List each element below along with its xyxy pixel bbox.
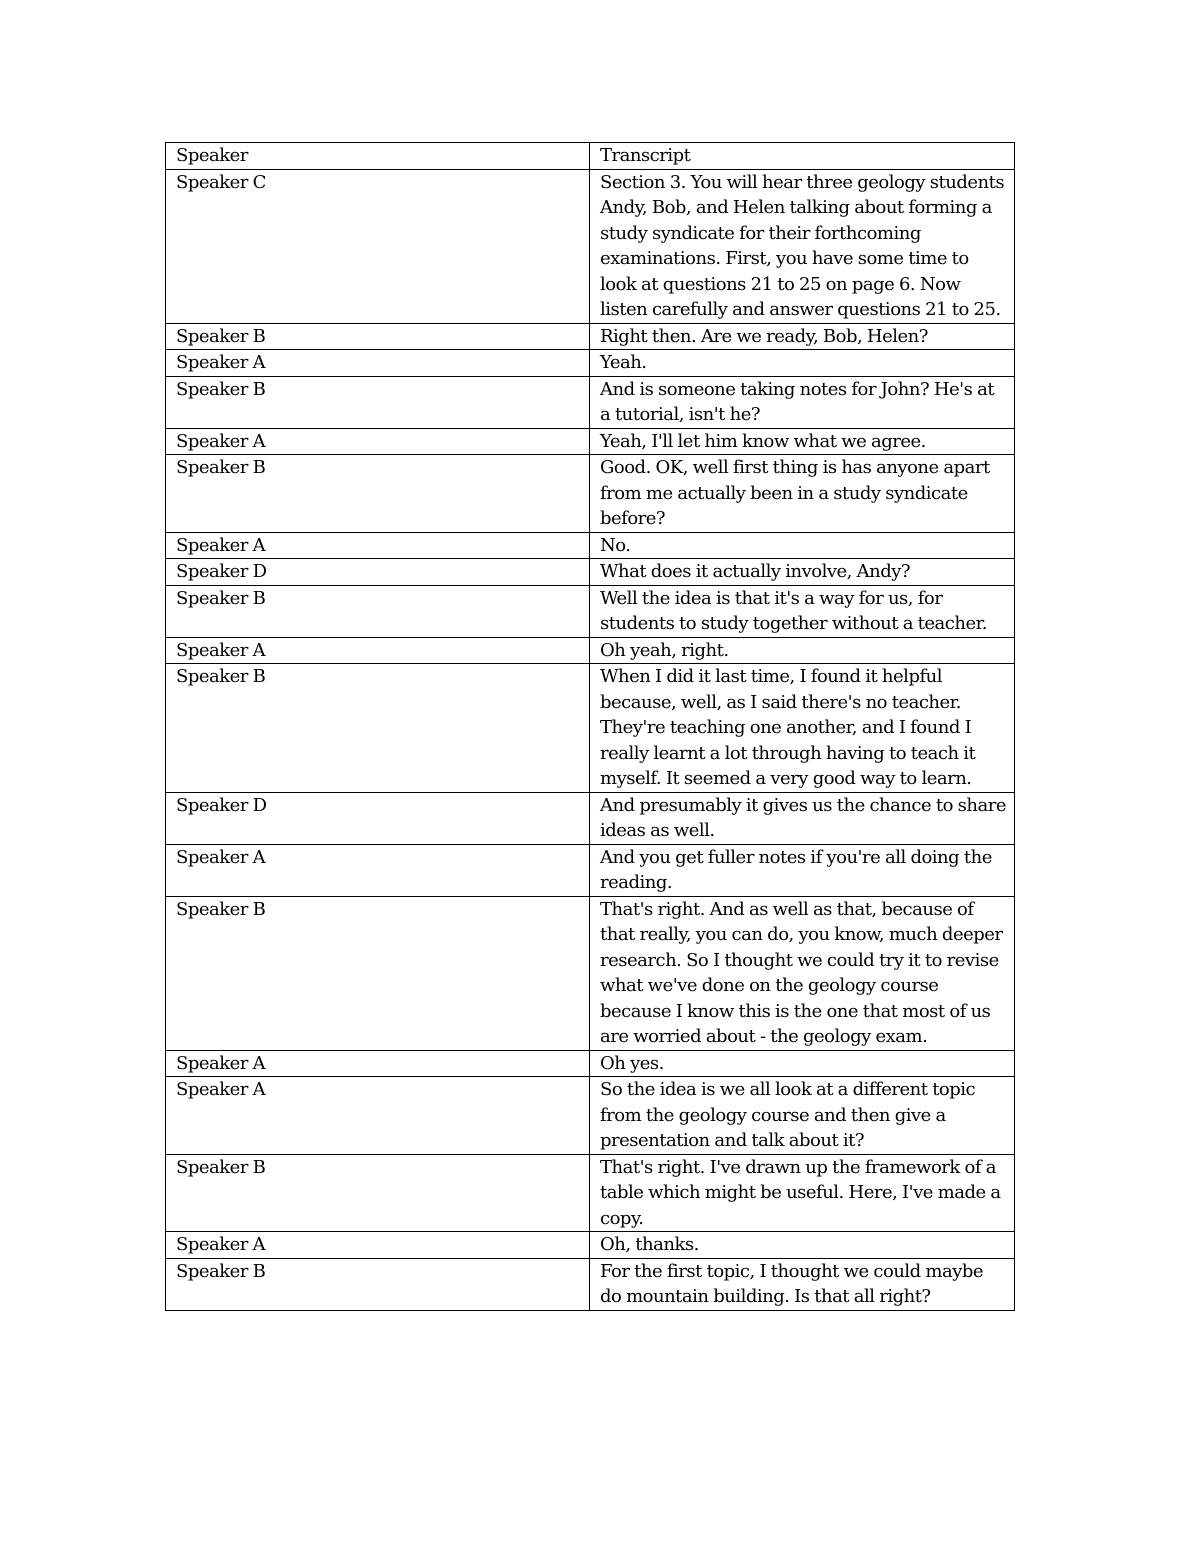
transcript-cell: And presumably it gives us the chance to share ideas as well. <box>590 792 1015 844</box>
table-row <box>166 428 1015 455</box>
table-row <box>166 1258 1015 1310</box>
table-row <box>166 1154 1015 1232</box>
speaker-cell: Speaker B <box>166 376 590 428</box>
table-row <box>166 376 1015 428</box>
speaker-cell: Speaker C <box>166 169 590 323</box>
transcript-cell: Yeah, I'll let him know what we agree. <box>590 428 1015 455</box>
transcript-cell: What does it actually involve, Andy? <box>590 559 1015 586</box>
transcript-table <box>165 142 1015 1311</box>
table-row <box>166 637 1015 664</box>
transcript-cell: When I did it last time, I found it helpful because, well, as I said there's no teacher. They're teaching one another, and I found I really learnt a lot through having to teach it myself. It seemed a very good way to learn. <box>590 664 1015 793</box>
table-row <box>166 792 1015 844</box>
transcript-cell: Section 3. You will hear three geology students Andy, Bob, and Helen talking about forming a study syndicate for their forthcoming examinations. First, you have some time to look at questions 21 to 25 on page 6. Now listen carefully and answer questions 21 to 25. <box>590 169 1015 323</box>
speaker-cell: Speaker A <box>166 1232 590 1259</box>
table-row <box>166 585 1015 637</box>
transcript-cell: Yeah. <box>590 350 1015 377</box>
table-row <box>166 350 1015 377</box>
table-row <box>166 844 1015 896</box>
speaker-cell: Speaker B <box>166 455 590 533</box>
speaker-cell: Speaker A <box>166 637 590 664</box>
speaker-cell: Speaker A <box>166 350 590 377</box>
transcript-cell: So the idea is we all look at a different topic from the geology course and then give a presentation and talk about it? <box>590 1077 1015 1155</box>
transcript-cell: Oh yes. <box>590 1050 1015 1077</box>
transcript-cell: Good. OK, well first thing is has anyone apart from me actually been in a study syndicate before? <box>590 455 1015 533</box>
speaker-cell: Speaker A <box>166 844 590 896</box>
table-row <box>166 169 1015 323</box>
table-row <box>166 455 1015 533</box>
speaker-cell: Speaker B <box>166 1154 590 1232</box>
transcript-cell: Well the idea is that it's a way for us, for students to study together without a teacher. <box>590 585 1015 637</box>
speaker-cell: Speaker A <box>166 532 590 559</box>
table-header-row <box>166 143 1015 170</box>
speaker-cell: Speaker B <box>166 896 590 1050</box>
header-speaker: Speaker <box>166 143 590 170</box>
table-row <box>166 323 1015 350</box>
speaker-cell: Speaker A <box>166 1050 590 1077</box>
speaker-cell: Speaker B <box>166 1258 590 1310</box>
speaker-cell: Speaker B <box>166 664 590 793</box>
table-row <box>166 1050 1015 1077</box>
transcript-cell: That's right. I've drawn up the framework of a table which might be useful. Here, I've made a copy. <box>590 1154 1015 1232</box>
transcript-table-body <box>166 143 1015 1311</box>
speaker-cell: Speaker A <box>166 1077 590 1155</box>
transcript-cell: And you get fuller notes if you're all doing the reading. <box>590 844 1015 896</box>
table-row <box>166 1232 1015 1259</box>
transcript-cell: No. <box>590 532 1015 559</box>
speaker-cell: Speaker B <box>166 585 590 637</box>
table-row <box>166 664 1015 793</box>
transcript-cell: For the first topic, I thought we could maybe do mountain building. Is that all right? <box>590 1258 1015 1310</box>
transcript-cell: And is someone taking notes for John? He's at a tutorial, isn't he? <box>590 376 1015 428</box>
transcript-cell: That's right. And as well as that, because of that really, you can do, you know, much deeper research. So I thought we could try it to revise what we've done on the geology course because I know this is the one that most of us are worried about - the geology exam. <box>590 896 1015 1050</box>
table-row <box>166 896 1015 1050</box>
transcript-cell: Right then. Are we ready, Bob, Helen? <box>590 323 1015 350</box>
table-row <box>166 1077 1015 1155</box>
speaker-cell: Speaker B <box>166 323 590 350</box>
header-transcript: Transcript <box>590 143 1015 170</box>
table-row <box>166 532 1015 559</box>
speaker-cell: Speaker D <box>166 792 590 844</box>
speaker-cell: Speaker A <box>166 428 590 455</box>
transcript-cell: Oh yeah, right. <box>590 637 1015 664</box>
speaker-cell: Speaker D <box>166 559 590 586</box>
transcript-cell: Oh, thanks. <box>590 1232 1015 1259</box>
table-row <box>166 559 1015 586</box>
